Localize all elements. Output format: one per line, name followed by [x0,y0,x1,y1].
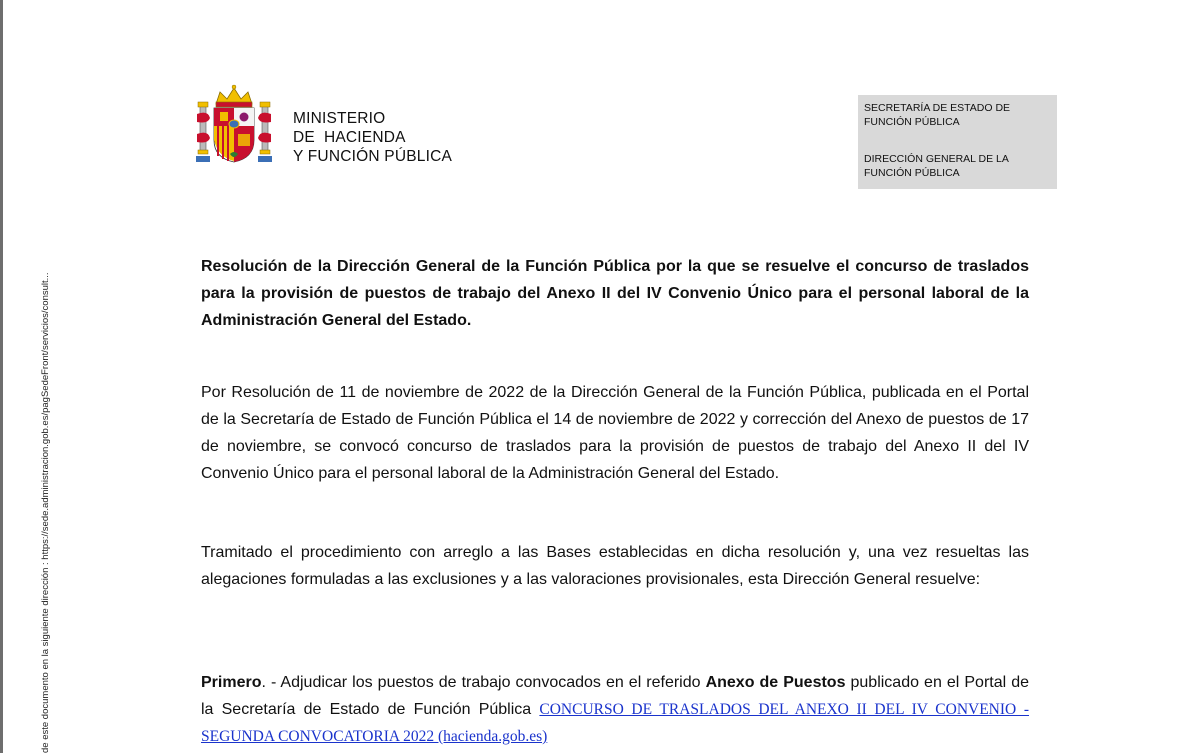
primero-label: Primero [201,674,262,691]
paragraph-primero [201,669,1029,750]
ministry-line-2: DE HACIENDA [293,129,406,146]
ministry-name [293,109,452,166]
paragraph-background: Por Resolución de 11 de noviembre de 2022 de la Dirección General de la Función Pública, publicada en el Portal de la Secretaría de Estado de Función Pública el 14 de noviembre de 2022 y corrección del Anexo de puestos de 17 de noviembre, se convocó concurso de traslados para la provisión de puestos de trabajo del Anexo II del IV Convenio Único para el personal laboral de la Administración General del Estado. [201,384,1029,482]
coat-of-arms-logo [196,84,272,166]
primero-after-bold: publicado en el Portal de la Secretaría de Estado de Función Pública [201,674,1029,718]
primero-sep: . - Adjudicar los puestos de trabajo convocados en el referido [261,674,706,691]
paragraph-procedure: Tramitado el procedimiento con arreglo a las Bases establecidas en dicha resolución y, una vez resueltas las alegaciones formuladas a las exclusiones y a las valoraciones provisionales, esta Dirección General resuelve: [201,544,1029,588]
verification-side-text: de este documento en la siguiente dirección : https://sede.administracion.gob.es/pagSedeFront/servicios/consult... [40,272,51,753]
resolution-title: Resolución de la Dirección General de la Función Pública por la que se resuelve el concurso de traslados para la provisión de puestos de trabajo del Anexo II del IV Convenio Único para el personal laboral de la Administración General del Estado. [201,258,1029,329]
secretaria-line-1: SECRETARÍA DE ESTADO DE [864,102,1011,114]
ministry-line-1: MINISTERIO [293,110,386,127]
direccion-line-2: FUNCIÓN PÚBLICA [864,167,960,179]
concurso-link[interactable]: CONCURSO DE TRASLADOS DEL ANEXO II DEL IV CONVENIO - SEGUNDA CONVOCATORIA 2022 (hacienda.gob.es) [201,701,1030,745]
anexo-bold-phrase: Anexo de Puestos [705,674,846,691]
organization-box [858,95,1057,189]
direccion-line-1: DIRECCIÓN GENERAL DE LA [864,153,1009,165]
page-left-border [0,0,3,753]
secretaria-line-2: FUNCIÓN PÚBLICA [864,116,960,128]
ministry-line-3: Y FUNCIÓN PÚBLICA [293,148,453,165]
